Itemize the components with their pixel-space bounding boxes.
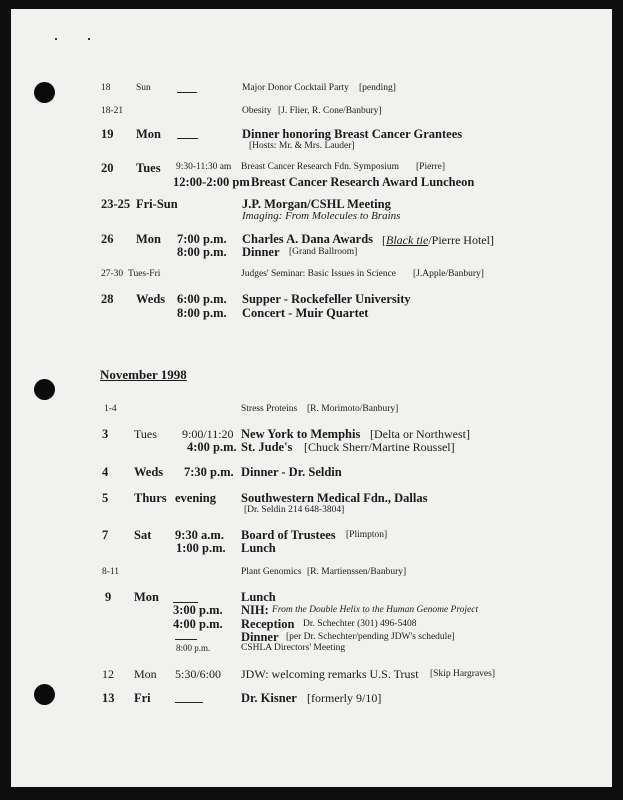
binder-hole-bottom xyxy=(34,684,55,705)
entry-weekday: Thurs xyxy=(134,491,167,505)
entry-title: Breast Cancer Research Fdn. Symposium xyxy=(241,162,400,172)
entry-weekday: Fri-Sun xyxy=(136,197,178,211)
entry-day: 28 xyxy=(101,292,114,306)
speck-mark xyxy=(88,38,90,40)
entry-note: [R. Martienssen/Banbury] xyxy=(307,567,407,577)
entry-day: 18 xyxy=(101,83,111,93)
entry-day: 9 xyxy=(105,590,112,604)
month-heading: November 1998 xyxy=(100,367,187,382)
entry-title: Dinner honoring Breast Cancer Grantees xyxy=(242,127,463,141)
entry-day: 20 xyxy=(101,161,114,175)
entry-day: 1-4 xyxy=(104,404,117,414)
entry-title: NIH: xyxy=(241,603,269,617)
entry-time: 9:00/11:20 xyxy=(182,427,234,441)
entry-weekday: Mon xyxy=(136,127,161,141)
entry-title: J.P. Morgan/CSHL Meeting xyxy=(242,197,391,211)
entry-title: Reception xyxy=(241,617,295,631)
entry-day: 13 xyxy=(102,691,115,705)
entry-title: Breast Cancer Research Award Luncheon xyxy=(251,175,475,189)
entry-title: Obesity xyxy=(242,106,272,116)
time-blank xyxy=(175,702,203,703)
entry-note: Dr. Schechter (301) 496-5408 xyxy=(303,619,417,629)
entry-day: 5 xyxy=(102,491,109,505)
entry-subtitle: [Dr. Seldin 214 648-3804] xyxy=(244,505,345,515)
entry-weekday: Sat xyxy=(134,528,152,542)
entry-title: CSHLA Directors' Meeting xyxy=(241,643,346,653)
entry-title: Southwestern Medical Fdn., Dallas xyxy=(241,491,428,505)
entry-note: [per Dr. Schechter/pending JDW's schedule] xyxy=(286,632,455,642)
entry-day: 12 xyxy=(102,667,114,681)
entry-weekday: Sun xyxy=(136,83,151,93)
entry-title: Dr. Kisner xyxy=(241,691,297,705)
note-venue: /Pierre Hotel] xyxy=(428,233,494,247)
entry-note: [J. Flier, R. Cone/Banbury] xyxy=(278,106,382,116)
note-bracket: [ xyxy=(382,233,386,247)
entry-time: 7:00 p.m. xyxy=(177,232,227,246)
entry-day: 7 xyxy=(102,528,109,542)
entry-time: 4:00 p.m. xyxy=(173,617,223,631)
entry-day: 23-25 xyxy=(101,197,131,211)
entry-title: St. Jude's xyxy=(241,440,293,454)
entry-time: 4:00 p.m. xyxy=(187,440,237,454)
entry-note: [Grand Ballroom] xyxy=(289,247,358,257)
entry-title: Dinner - Dr. Seldin xyxy=(241,465,342,479)
entry-note: [pending] xyxy=(359,83,396,93)
entry-day: 27-30 xyxy=(101,269,124,279)
entry-time: 8:00 p.m. xyxy=(177,306,227,320)
entry-title: Major Donor Cocktail Party xyxy=(242,83,349,93)
entry-title: Supper - Rockefeller University xyxy=(242,292,411,306)
entry-title: New York to Memphis xyxy=(241,427,361,441)
entry-day: 8-11 xyxy=(102,567,120,577)
entry-weekday: Tues xyxy=(136,161,161,175)
entry-title: Board of Trustees xyxy=(241,528,336,542)
entry-time: 3:00 p.m. xyxy=(173,603,223,617)
entry-note: [formerly 9/10] xyxy=(307,691,382,705)
entry-subtitle: [Hosts: Mr. & Mrs. Lauder] xyxy=(249,141,355,151)
entry-title: Lunch xyxy=(241,541,276,555)
binder-hole-middle xyxy=(34,379,55,400)
entry-title: Plant Genomics xyxy=(241,567,302,577)
speck-mark xyxy=(55,38,57,40)
entry-day: 19 xyxy=(101,127,114,141)
entry-time: 6:00 p.m. xyxy=(177,292,227,306)
entry-day: 4 xyxy=(102,465,109,479)
entry-title: Dinner xyxy=(242,245,280,259)
entry-note: [Skip Hargraves] xyxy=(430,669,495,679)
entry-weekday: Weds xyxy=(134,465,164,479)
entry-time: 9:30 a.m. xyxy=(175,528,224,542)
entry-note: [Chuck Sherr/Martine Roussel] xyxy=(304,440,455,454)
entry-note: [Plimpton] xyxy=(346,530,388,540)
entry-subtitle: Imaging: From Molecules to Brains xyxy=(242,210,401,222)
entry-title: Stress Proteins xyxy=(241,404,298,414)
entry-time: 9:30-11:30 am xyxy=(176,162,232,172)
time-blank xyxy=(177,138,198,139)
entry-weekday: Mon xyxy=(134,590,159,604)
entry-time: 1:00 p.m. xyxy=(176,541,226,555)
entry-time: evening xyxy=(175,491,216,505)
entry-note: [Pierre] xyxy=(416,162,446,172)
entry-time: 8:00 p.m. xyxy=(177,245,227,259)
entry-note: [R. Morimoto/Banbury] xyxy=(307,404,399,414)
entry-note xyxy=(382,234,494,246)
time-blank xyxy=(177,92,197,93)
entry-weekday: Tues xyxy=(134,427,157,441)
entry-note: [Delta or Northwest] xyxy=(370,427,470,441)
entry-time: 12:00-2:00 pm xyxy=(173,175,250,189)
entry-title: Charles A. Dana Awards xyxy=(242,232,374,246)
entry-title: Judges' Seminar: Basic Issues in Science xyxy=(241,269,397,279)
entry-time: 7:30 p.m. xyxy=(184,465,234,479)
entry-day: 26 xyxy=(101,232,114,246)
entry-title: Lunch xyxy=(241,590,276,604)
black-tie-note: Black tie xyxy=(386,233,429,247)
entry-time: 5:30/6:00 xyxy=(175,667,222,681)
binder-hole-top xyxy=(34,82,55,103)
entry-day: 3 xyxy=(102,427,109,441)
entry-day: 18-21 xyxy=(101,106,124,116)
entry-weekday: Mon xyxy=(136,232,161,246)
entry-title: JDW: welcoming remarks U.S. Trust xyxy=(241,667,419,681)
entry-time: 8:00 p.m. xyxy=(176,643,211,653)
entry-title: Dinner xyxy=(241,630,279,644)
entry-weekday: Weds xyxy=(136,292,166,306)
entry-title: Concert - Muir Quartet xyxy=(242,306,369,320)
entry-weekday: Tues-Fri xyxy=(128,269,161,279)
time-blank xyxy=(175,639,197,640)
entry-weekday: Mon xyxy=(134,667,157,681)
entry-note: From the Double Helix to the Human Genome Project xyxy=(272,605,479,615)
entry-weekday: Fri xyxy=(134,691,151,705)
entry-note: [J.Apple/Banbury] xyxy=(413,269,484,279)
